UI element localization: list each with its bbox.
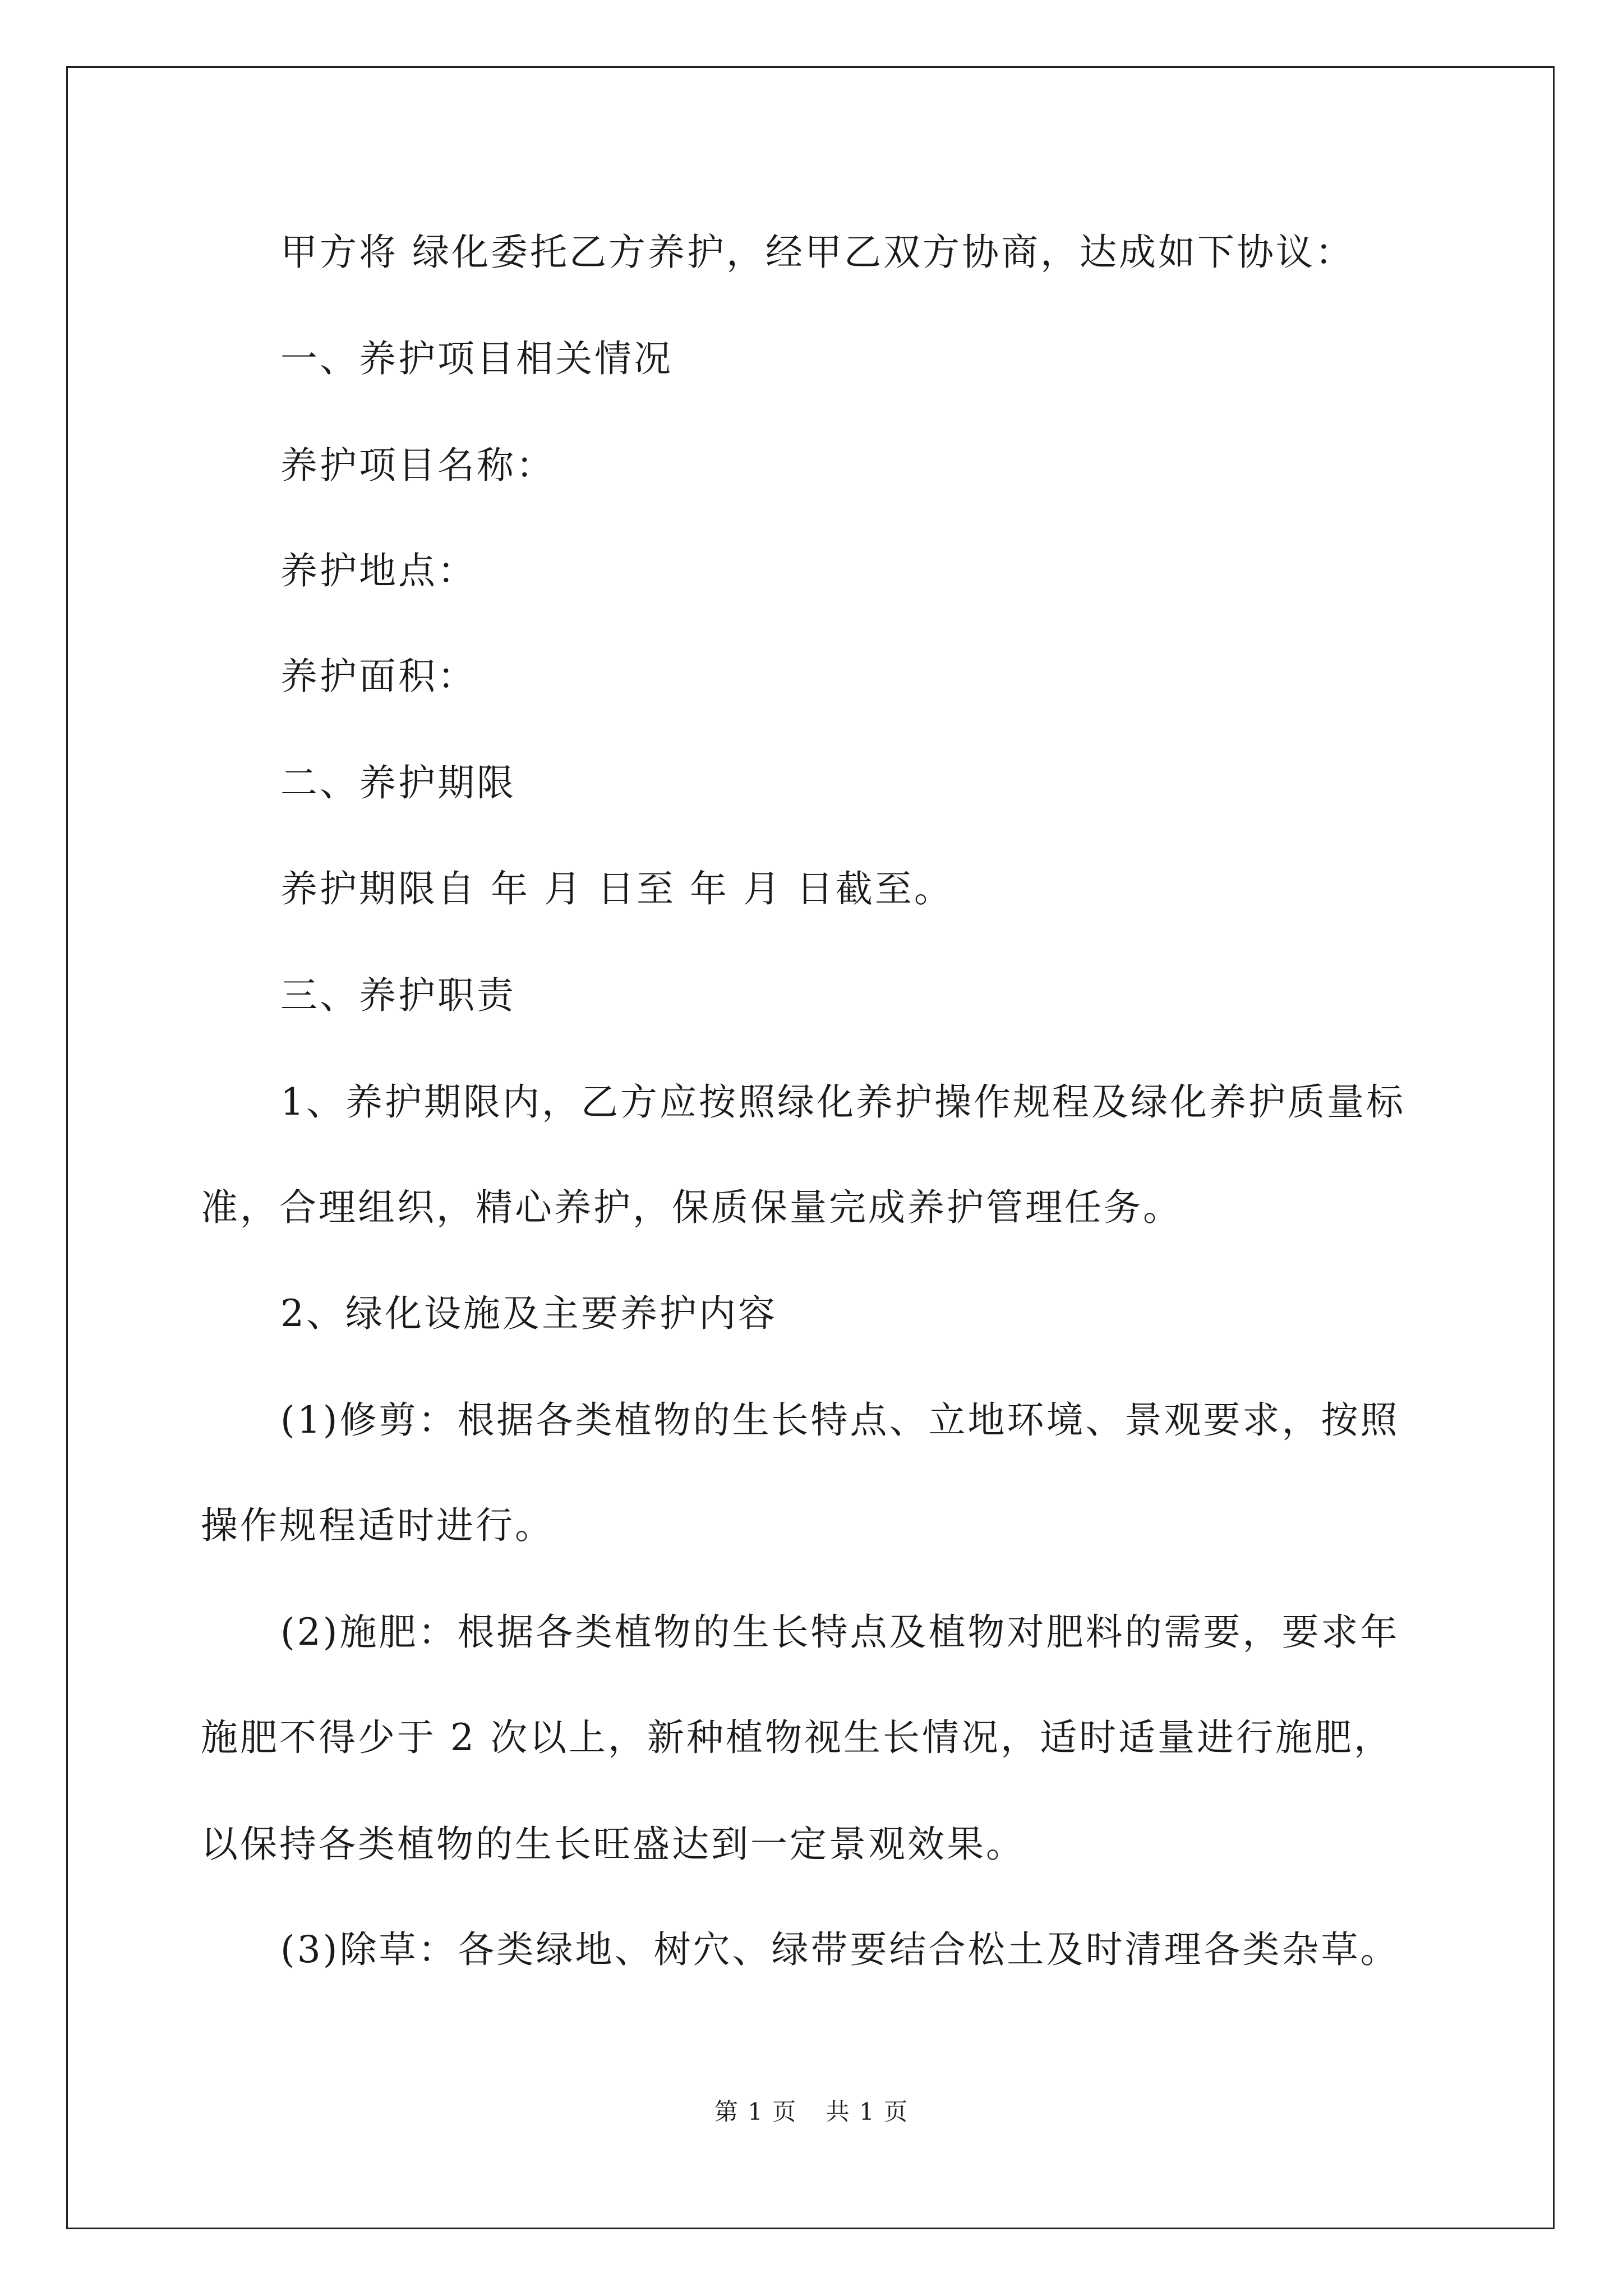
paragraph-intro: 甲方将 绿化委托乙方养护，经甲乙双方协商，达成如下协议： (280, 231, 1354, 274)
item-2-line-1: (2)施肥：根据各类植物的生长特点及植物对肥料的需要，要求年 (280, 1611, 1400, 1654)
section-heading-1: 一、养护项目相关情况 (280, 337, 673, 380)
page-footer (0, 2098, 1623, 2126)
clause-1-line-1: 1、养护期限内，乙方应按照绿化养护操作规程及绿化养护质量标 (280, 1080, 1405, 1124)
section-heading-2: 二、养护期限 (280, 761, 516, 804)
field-location: 养护地点： (280, 549, 477, 592)
item-1-line-2: 操作规程适时进行。 (201, 1504, 554, 1547)
page-total: 共 1 页 (826, 2098, 909, 2125)
item-3-line-1: (3)除草：各类绿地、树穴、绿带要结合松土及时清理各类杂草。 (280, 1928, 1400, 1971)
item-2-line-2: 施肥不得少于 2 次以上，新种植物视生长情况，适时适量进行施肥， (201, 1716, 1393, 1759)
item-1-line-1: (1)修剪：根据各类植物的生长特点、立地环境、景观要求，按照 (280, 1398, 1400, 1442)
item-2-line-3: 以保持各类植物的生长旺盛达到一定景观效果。 (201, 1823, 1025, 1866)
field-area: 养护面积： (280, 655, 477, 698)
clause-2-heading: 2、绿化设施及主要养护内容 (280, 1292, 777, 1335)
field-term: 养护期限自 年 月 日至 年 月 日截至。 (280, 867, 953, 910)
page-number: 第 1 页 (714, 2098, 797, 2125)
page-border (66, 66, 1555, 2229)
field-project-name: 养护项目名称： (280, 444, 555, 487)
clause-1-line-2: 准，合理组织，精心养护，保质保量完成养护管理任务。 (201, 1186, 1182, 1229)
section-heading-3: 三、养护职责 (280, 974, 516, 1017)
